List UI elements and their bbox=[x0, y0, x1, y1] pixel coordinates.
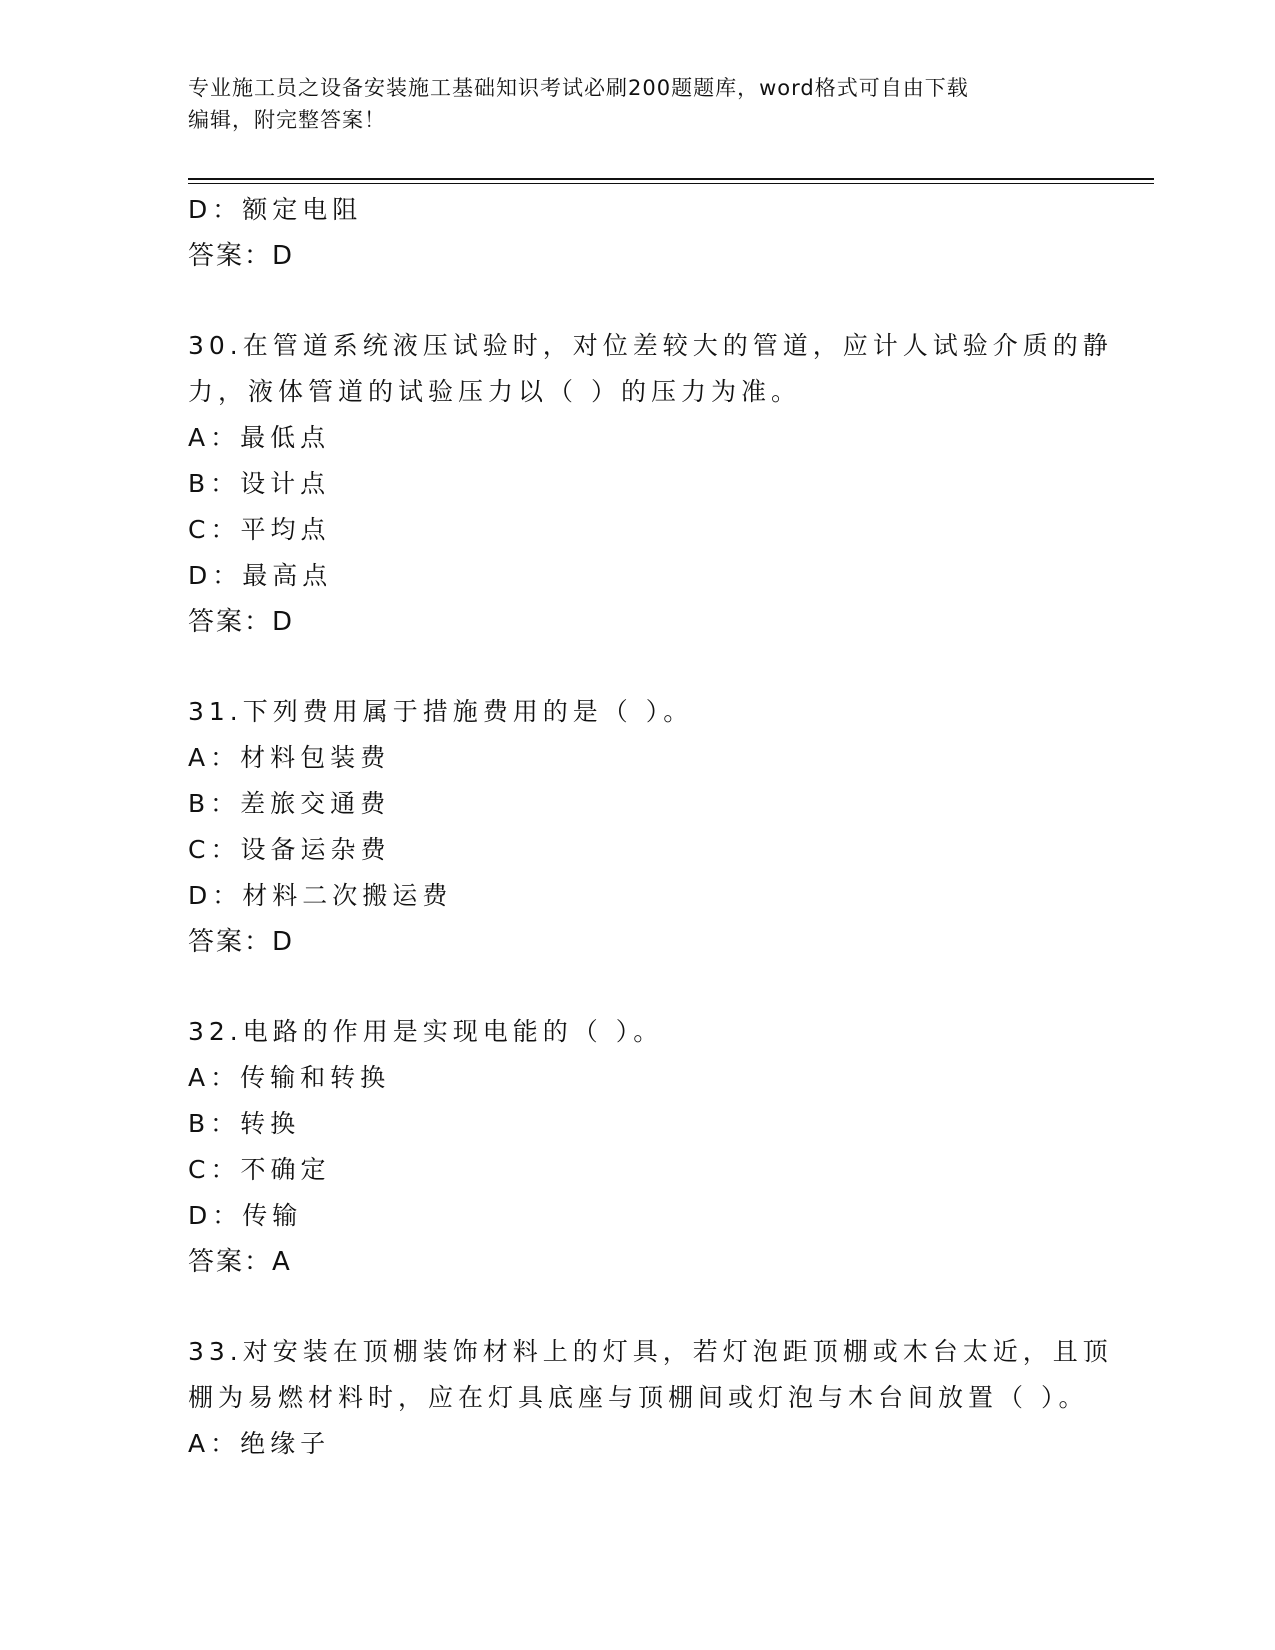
question-32 bbox=[188, 1009, 1088, 1285]
question-32-option-b: B：转换 bbox=[188, 1109, 301, 1138]
header-title-line-2: 编辑，附完整答案！ bbox=[188, 108, 386, 132]
question-33-option-a: A：绝缘子 bbox=[188, 1429, 331, 1458]
question-32-option-d: D：传输 bbox=[188, 1201, 303, 1230]
question-32-option-a: A：传输和转换 bbox=[188, 1063, 391, 1092]
question-31-option-a: A：材料包装费 bbox=[188, 743, 391, 772]
spacer bbox=[188, 965, 1088, 1009]
question-30-option-c: C：平均点 bbox=[188, 515, 331, 544]
previous-option-d: D：额定电阻 bbox=[188, 195, 363, 224]
spacer bbox=[188, 1285, 1088, 1329]
document-header bbox=[188, 72, 1088, 136]
question-32-option-c: C：不确定 bbox=[188, 1155, 331, 1184]
header-title-line-1: 专业施工员之设备安装施工基础知识考试必刷200题题库，word格式可自由下载 bbox=[188, 76, 969, 100]
question-31-answer: 答案：D bbox=[188, 927, 295, 957]
question-33-stem-line-2: 棚为易燃材料时，应在灯具底座与顶棚间或灯泡与木台间放置（ ）。 bbox=[188, 1383, 1089, 1412]
question-30-option-a: A：最低点 bbox=[188, 423, 331, 452]
header-divider-thin bbox=[188, 183, 1154, 184]
question-32-answer: 答案：A bbox=[188, 1247, 292, 1277]
spacer bbox=[188, 645, 1088, 689]
question-33 bbox=[188, 1329, 1113, 1467]
question-32-stem-line-1: 32.电路的作用是实现电能的（ ）。 bbox=[188, 1017, 664, 1046]
question-33-stem-line-1: 33.对安装在顶棚装饰材料上的灯具，若灯泡距顶棚或木台太近，且顶 bbox=[188, 1337, 1113, 1366]
question-30-option-b: B：设计点 bbox=[188, 469, 331, 498]
question-30-stem-line-1: 30.在管道系统液压试验时，对位差较大的管道，应计人试验介质的静 bbox=[188, 331, 1113, 360]
question-30-stem-line-2: 力，液体管道的试验压力以（ ）的压力为准。 bbox=[188, 377, 801, 406]
question-30-option-d: D：最高点 bbox=[188, 561, 333, 590]
question-31-option-d: D：材料二次搬运费 bbox=[188, 881, 453, 910]
question-31-option-b: B：差旅交通费 bbox=[188, 789, 391, 818]
question-30 bbox=[188, 323, 1113, 645]
question-30-answer: 答案：D bbox=[188, 607, 295, 637]
header-divider-thick bbox=[188, 178, 1154, 180]
question-31-option-c: C：设备运杂费 bbox=[188, 835, 391, 864]
question-31 bbox=[188, 689, 1088, 965]
question-31-stem-line-1: 31.下列费用属于措施费用的是（ ）。 bbox=[188, 697, 694, 726]
question-list bbox=[188, 187, 1113, 1467]
spacer bbox=[188, 279, 1088, 323]
previous-answer: 答案：D bbox=[188, 241, 295, 271]
